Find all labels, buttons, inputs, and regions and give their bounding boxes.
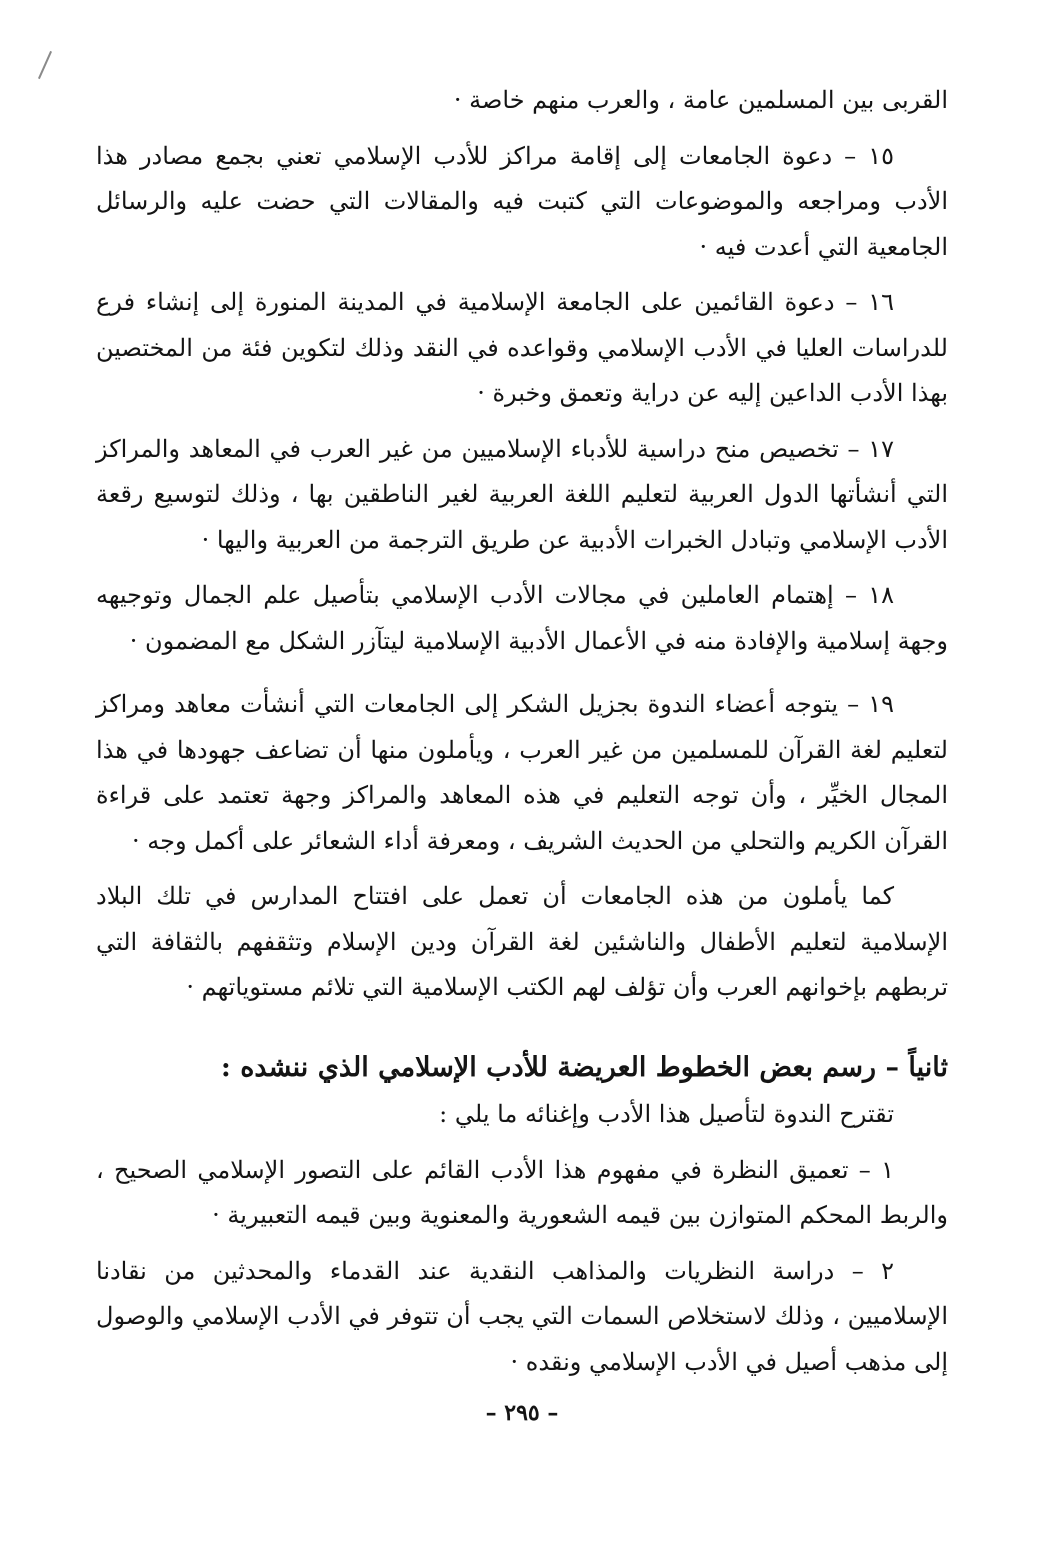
paragraph-continuation: القربى بين المسلمين عامة ، والعرب منهم خاصة · (453, 86, 948, 114)
recommendation-19: ١٩ – يتوجه أعضاء الندوة بجزيل الشكر إلى الجامعات التي أنشأت معاهد ومراكز لتعليم لغة القرآن للمسلمين من غير العرب ، ويأملون منها أن تضاعف جهودها في هذا المجال الخيِّر ، وأن توجه التعليم في هذه المعاهد والمراكز وجهة تعتمد على قراءة القرآن الكريم والتحلي من الحديث الشريف ، ومعرفة أداء الشعائر على أكمل وجه · (96, 690, 948, 855)
scan-mark (38, 51, 52, 79)
page-body (96, 78, 948, 1395)
recommendation-16: ١٦ – دعوة القائمين على الجامعة الإسلامية في المدينة المنورة إلى إنشاء فرع للدراسات العليا في الأدب الإسلامي وقواعده في النقد وذلك لتكوين فئة من المختصين بهذا الأدب الداعين إليه عن دراية وتعمق وخبرة · (96, 288, 948, 407)
recommendation-17: ١٧ – تخصيص منح دراسية للأدباء الإسلاميين من غير العرب في المعاهد والمراكز التي أنشأتها الدول العربية لتعليم اللغة العربية لغير الناطقين بها ، وذلك لتوسيع رقعة الأدب الإسلامي وتبادل الخبرات الأدبية عن طريق الترجمة من العربية واليها · (96, 434, 949, 554)
point-2: ٢ – دراسة النظريات والمذاهب النقدية عند القدماء والمحدثين من نقادنا الإسلاميين ، وذلك لاستخلاص السمات التي يجب أن تتوفر في الأدب الإسلامي والوصول إلى مذهب أصيل في الأدب الإسلامي ونقده · (96, 1256, 948, 1376)
section-intro: تقترح الندوة لتأصيل هذا الأدب وإغنائه ما يلي : (439, 1100, 894, 1128)
point-1: ١ – تعميق النظرة في مفهوم هذا الأدب القائم على التصور الإسلامي الصحيح ، والربط المحكم المتوازن بين قيمه الشعورية والمعنوية وبين قيمه التعبيرية · (96, 1155, 948, 1229)
page-number: – ٢٩٥ – (485, 1400, 559, 1426)
recommendation-15: ١٥ – دعوة الجامعات إلى إقامة مراكز للأدب الإسلامي تعني بجمع مصادر هذا الأدب ومراجعه والموضوعات التي كتبت فيه والمقالات التي حضت عليه والرسائل الجامعية التي أعدت فيه · (96, 141, 948, 261)
paragraph-schools: كما يأملون من هذه الجامعات أن تعمل على افتتاح المدارس في تلك البلاد الإسلامية لتعليم الأطفال والناشئين لغة القرآن ودين الإسلام وتثقفهم بالثقافة التي تربطهم بإخوانهم العرب وأن تؤلف لهم الكتب الإسلامية التي تلائم مستوياتهم · (96, 882, 948, 1001)
section-heading: ثانياً – رسم بعض الخطوط العريضة للأدب الإسلامي الذي ننشده : (220, 1051, 948, 1083)
recommendation-18: ١٨ – إهتمام العاملين في مجالات الأدب الإسلامي بتأصيل علم الجمال وتوجيهه وجهة إسلامية والإفادة منه في الأعمال الأدبية الإسلامية ليتآزر الشكل مع المضمون · (96, 581, 948, 655)
